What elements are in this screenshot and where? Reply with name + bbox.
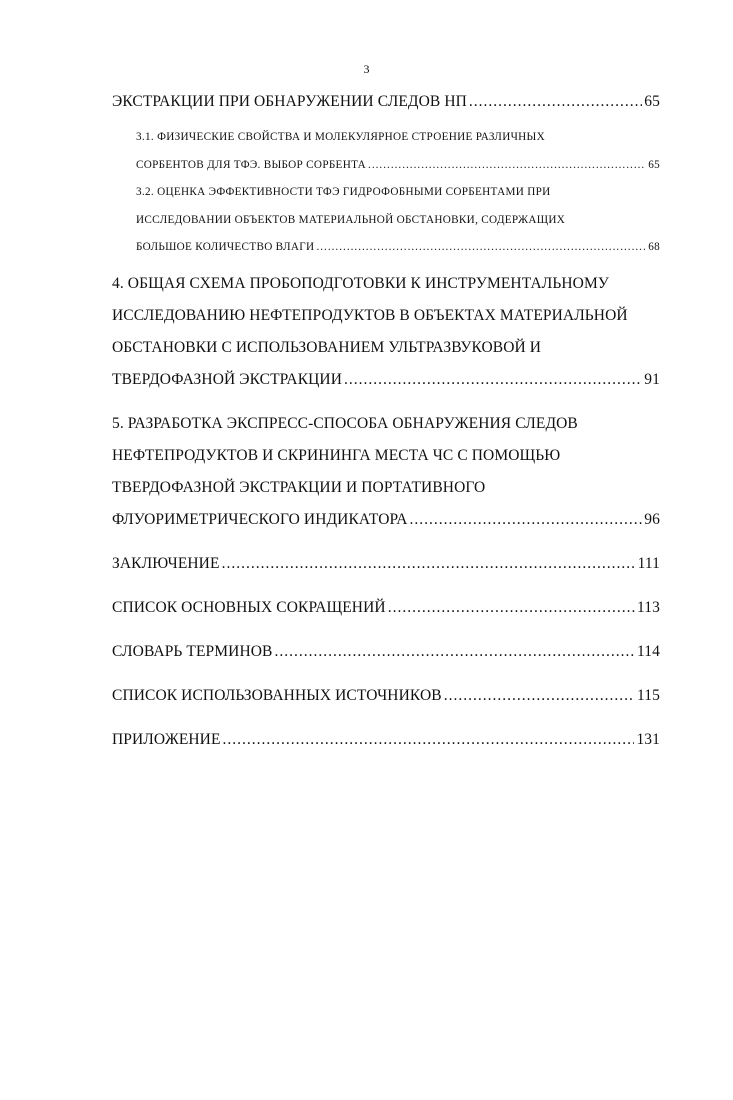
toc-entry-title-line: ОБСТАНОВКИ С ИСПОЛЬЗОВАНИЕМ УЛЬТРАЗВУКОВОЙ И bbox=[112, 338, 542, 356]
toc-page-number: 113 bbox=[637, 598, 660, 616]
toc-page-number: 131 bbox=[636, 730, 660, 748]
toc-entry-title: ЭКСТРАКЦИИ ПРИ ОБНАРУЖЕНИИ СЛЕДОВ НП bbox=[112, 93, 467, 110]
toc-entry-title: СЛОВАРЬ ТЕРМИНОВ bbox=[112, 642, 273, 660]
toc-entry-title-line: ТВЕРДОФАЗНОЙ ЭКСТРАКЦИИ И ПОРТАТИВНОГО bbox=[112, 478, 486, 496]
toc-page-number: 115 bbox=[637, 686, 660, 704]
toc-entry-abbreviations[interactable] bbox=[112, 592, 660, 624]
toc-entry-glossary[interactable] bbox=[112, 636, 660, 668]
dot-leader bbox=[410, 504, 643, 536]
page-number: 3 bbox=[363, 62, 370, 76]
toc-page-number: 68 bbox=[648, 241, 660, 253]
toc-entry-title-line: 3.2. ОЦЕНКА ЭФФЕКТИВНОСТИ ТФЭ ГИДРОФОБНЫМИ СОРБЕНТАМИ ПРИ bbox=[136, 186, 551, 198]
toc-page-number: 65 bbox=[644, 93, 660, 110]
toc-page-number: 96 bbox=[644, 510, 660, 528]
toc-entry-title-line: ИССЛЕДОВАНИИ ОБЪЕКТОВ МАТЕРИАЛЬНОЙ ОБСТАНОВКИ, СОДЕРЖАЩИХ bbox=[136, 213, 566, 226]
toc-entry-title-line: СОРБЕНТОВ ДЛЯ ТФЭ. ВЫБОР СОРБЕНТА bbox=[136, 158, 367, 171]
dot-leader bbox=[344, 364, 642, 396]
dot-leader bbox=[223, 724, 635, 756]
toc-entry-conclusion[interactable] bbox=[112, 548, 660, 580]
toc-entry-title: ЗАКЛЮЧЕНИЕ bbox=[112, 554, 220, 572]
toc-entry-title-line: ИССЛЕДОВАНИЮ НЕФТЕПРОДУКТОВ В ОБЪЕКТАХ МАТЕРИАЛЬНОЙ bbox=[112, 306, 628, 324]
toc-entry-title: ПРИЛОЖЕНИЕ bbox=[112, 730, 221, 748]
toc-entry-4[interactable] bbox=[112, 268, 660, 396]
dot-leader bbox=[316, 234, 646, 262]
dot-leader bbox=[388, 592, 635, 624]
toc-entry-title-line: 4. ОБЩАЯ СХЕМА ПРОБОПОДГОТОВКИ К ИНСТРУМЕНТАЛЬНОМУ bbox=[112, 274, 609, 292]
toc-entry-appendix[interactable] bbox=[112, 724, 660, 756]
dot-leader bbox=[222, 548, 636, 580]
toc-entry-title-line: ФЛУОРИМЕТРИЧЕСКОГО ИНДИКАТОРА bbox=[112, 510, 408, 528]
toc-entry-title-line: 3.1. ФИЗИЧЕСКИЕ СВОЙСТВА И МОЛЕКУЛЯРНОЕ СТРОЕНИЕ РАЗЛИЧНЫХ bbox=[136, 131, 545, 143]
toc-entry-5[interactable] bbox=[112, 408, 660, 536]
toc-entry-3-2[interactable] bbox=[112, 179, 660, 262]
toc-entry-title-line: ТВЕРДОФАЗНОЙ ЭКСТРАКЦИИ bbox=[112, 370, 343, 388]
dot-leader bbox=[444, 680, 635, 712]
toc-entry-title: СПИСОК ОСНОВНЫХ СОКРАЩЕНИЙ bbox=[112, 598, 386, 616]
toc-entry-references[interactable] bbox=[112, 680, 660, 712]
toc-entry-title-line: НЕФТЕПРОДУКТОВ И СКРИНИНГА МЕСТА ЧС С ПОМОЩЬЮ bbox=[112, 446, 561, 464]
toc-entry-title-line: 5. РАЗРАБОТКА ЭКСПРЕСС-СПОСОБА ОБНАРУЖЕНИЯ СЛЕДОВ bbox=[112, 414, 578, 432]
toc-entry-title-line: БОЛЬШОЕ КОЛИЧЕСТВО ВЛАГИ bbox=[136, 241, 315, 253]
table-of-contents bbox=[112, 86, 660, 756]
dot-leader bbox=[469, 86, 642, 118]
toc-entry-extraction-continuation[interactable] bbox=[112, 86, 660, 118]
toc-page-number: 114 bbox=[637, 642, 660, 660]
toc-entry-title: СПИСОК ИСПОЛЬЗОВАННЫХ ИСТОЧНИКОВ bbox=[112, 686, 442, 704]
toc-page-number: 111 bbox=[637, 554, 660, 572]
toc-page-number: 91 bbox=[644, 370, 660, 388]
dot-leader bbox=[274, 636, 635, 668]
toc-page-number: 65 bbox=[648, 158, 660, 171]
dot-leader bbox=[368, 152, 646, 180]
toc-entry-3-1[interactable] bbox=[112, 124, 660, 179]
